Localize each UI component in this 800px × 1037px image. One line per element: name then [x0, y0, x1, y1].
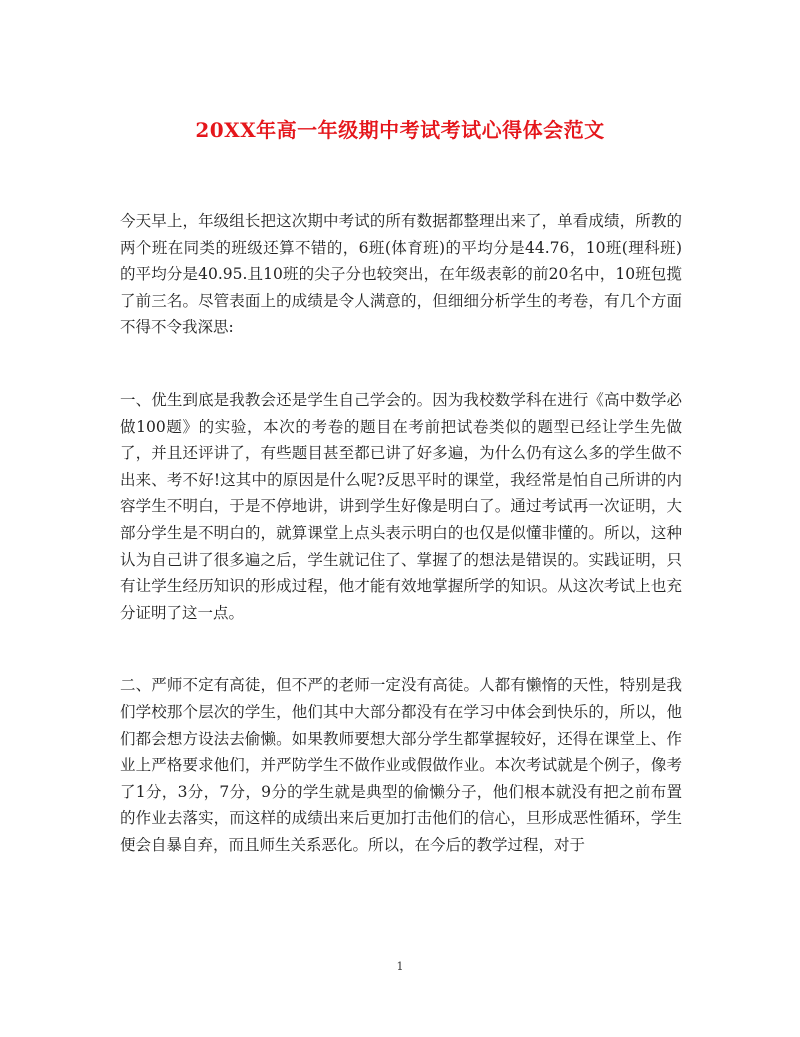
- document-title: 20XX年高一年级期中考试考试心得体会范文: [195, 118, 605, 142]
- paragraph-point-one: 一、优生到底是我教会还是学生自己学会的。因为我校数学科在进行《高中数学必做100题》的实验，本次的考卷的题目在考前把试卷类似的题型已经让学生先做了，并且还评讲了，有些题目甚至都已讲了好多遍，为什么仍有这么多的学生做不出来、考不好!这其中的原因是什么呢?反思平时的课堂，我经常是怕自己所讲的内容学生不明白，于是不停地讲，讲到学生好像是明白了。通过考试再一次证明，大部分学生是不明白的，就算课堂上点头表示明白的也仅是似懂非懂的。所以，这种认为自己讲了很多遍之后，学生就记住了、掌握了的想法是错误的。实践证明，只有让学生经历知识的形成过程，他才能有效地掌握所学的知识。从这次考试上也充分证明了这一点。: [120, 390, 682, 622]
- paragraph-intro: 今天早上，年级组长把这次期中考试的所有数据都整理出来了，单看成绩，所教的两个班在同类的班级还算不错的，6班(体育班)的平均分是44.76，10班(理科班)的平均分是40.95.且10班的尖子分也较突出，在年级表彰的前20名中，10班包揽了前三名。尽管表面上的成绩是令人满意的，但细细分析学生的考卷，有几个方面不得不令我深思:: [120, 212, 682, 337]
- paragraph-spacer: [120, 626, 682, 672]
- paragraph-point-two: 二、严师不定有高徒，但不严的老师一定没有高徒。人都有懒惰的天性，特别是我们学校那个层次的学生，他们其中大部分都没有在学习中体会到快乐的，所以，他们都会想方设法去偷懒。如果教师要想大部分学生都掌握较好，还得在课堂上、作业上严格要求他们，并严防学生不做作业或假做作业。本次考试就是个例子，像考了1分，3分，7分，9分的学生就是典型的偷懒分子，他们根本就没有把之前布置的作业去落实，而这样的成绩出来后更加打击他们的信心，旦形成恶性循环，学生便会自暴自弃，而且师生关系恶化。所以，在今后的教学过程，对于: [120, 676, 682, 854]
- document-body: [120, 208, 682, 858]
- paragraph-spacer: [120, 341, 682, 387]
- page-number: 1: [396, 960, 404, 973]
